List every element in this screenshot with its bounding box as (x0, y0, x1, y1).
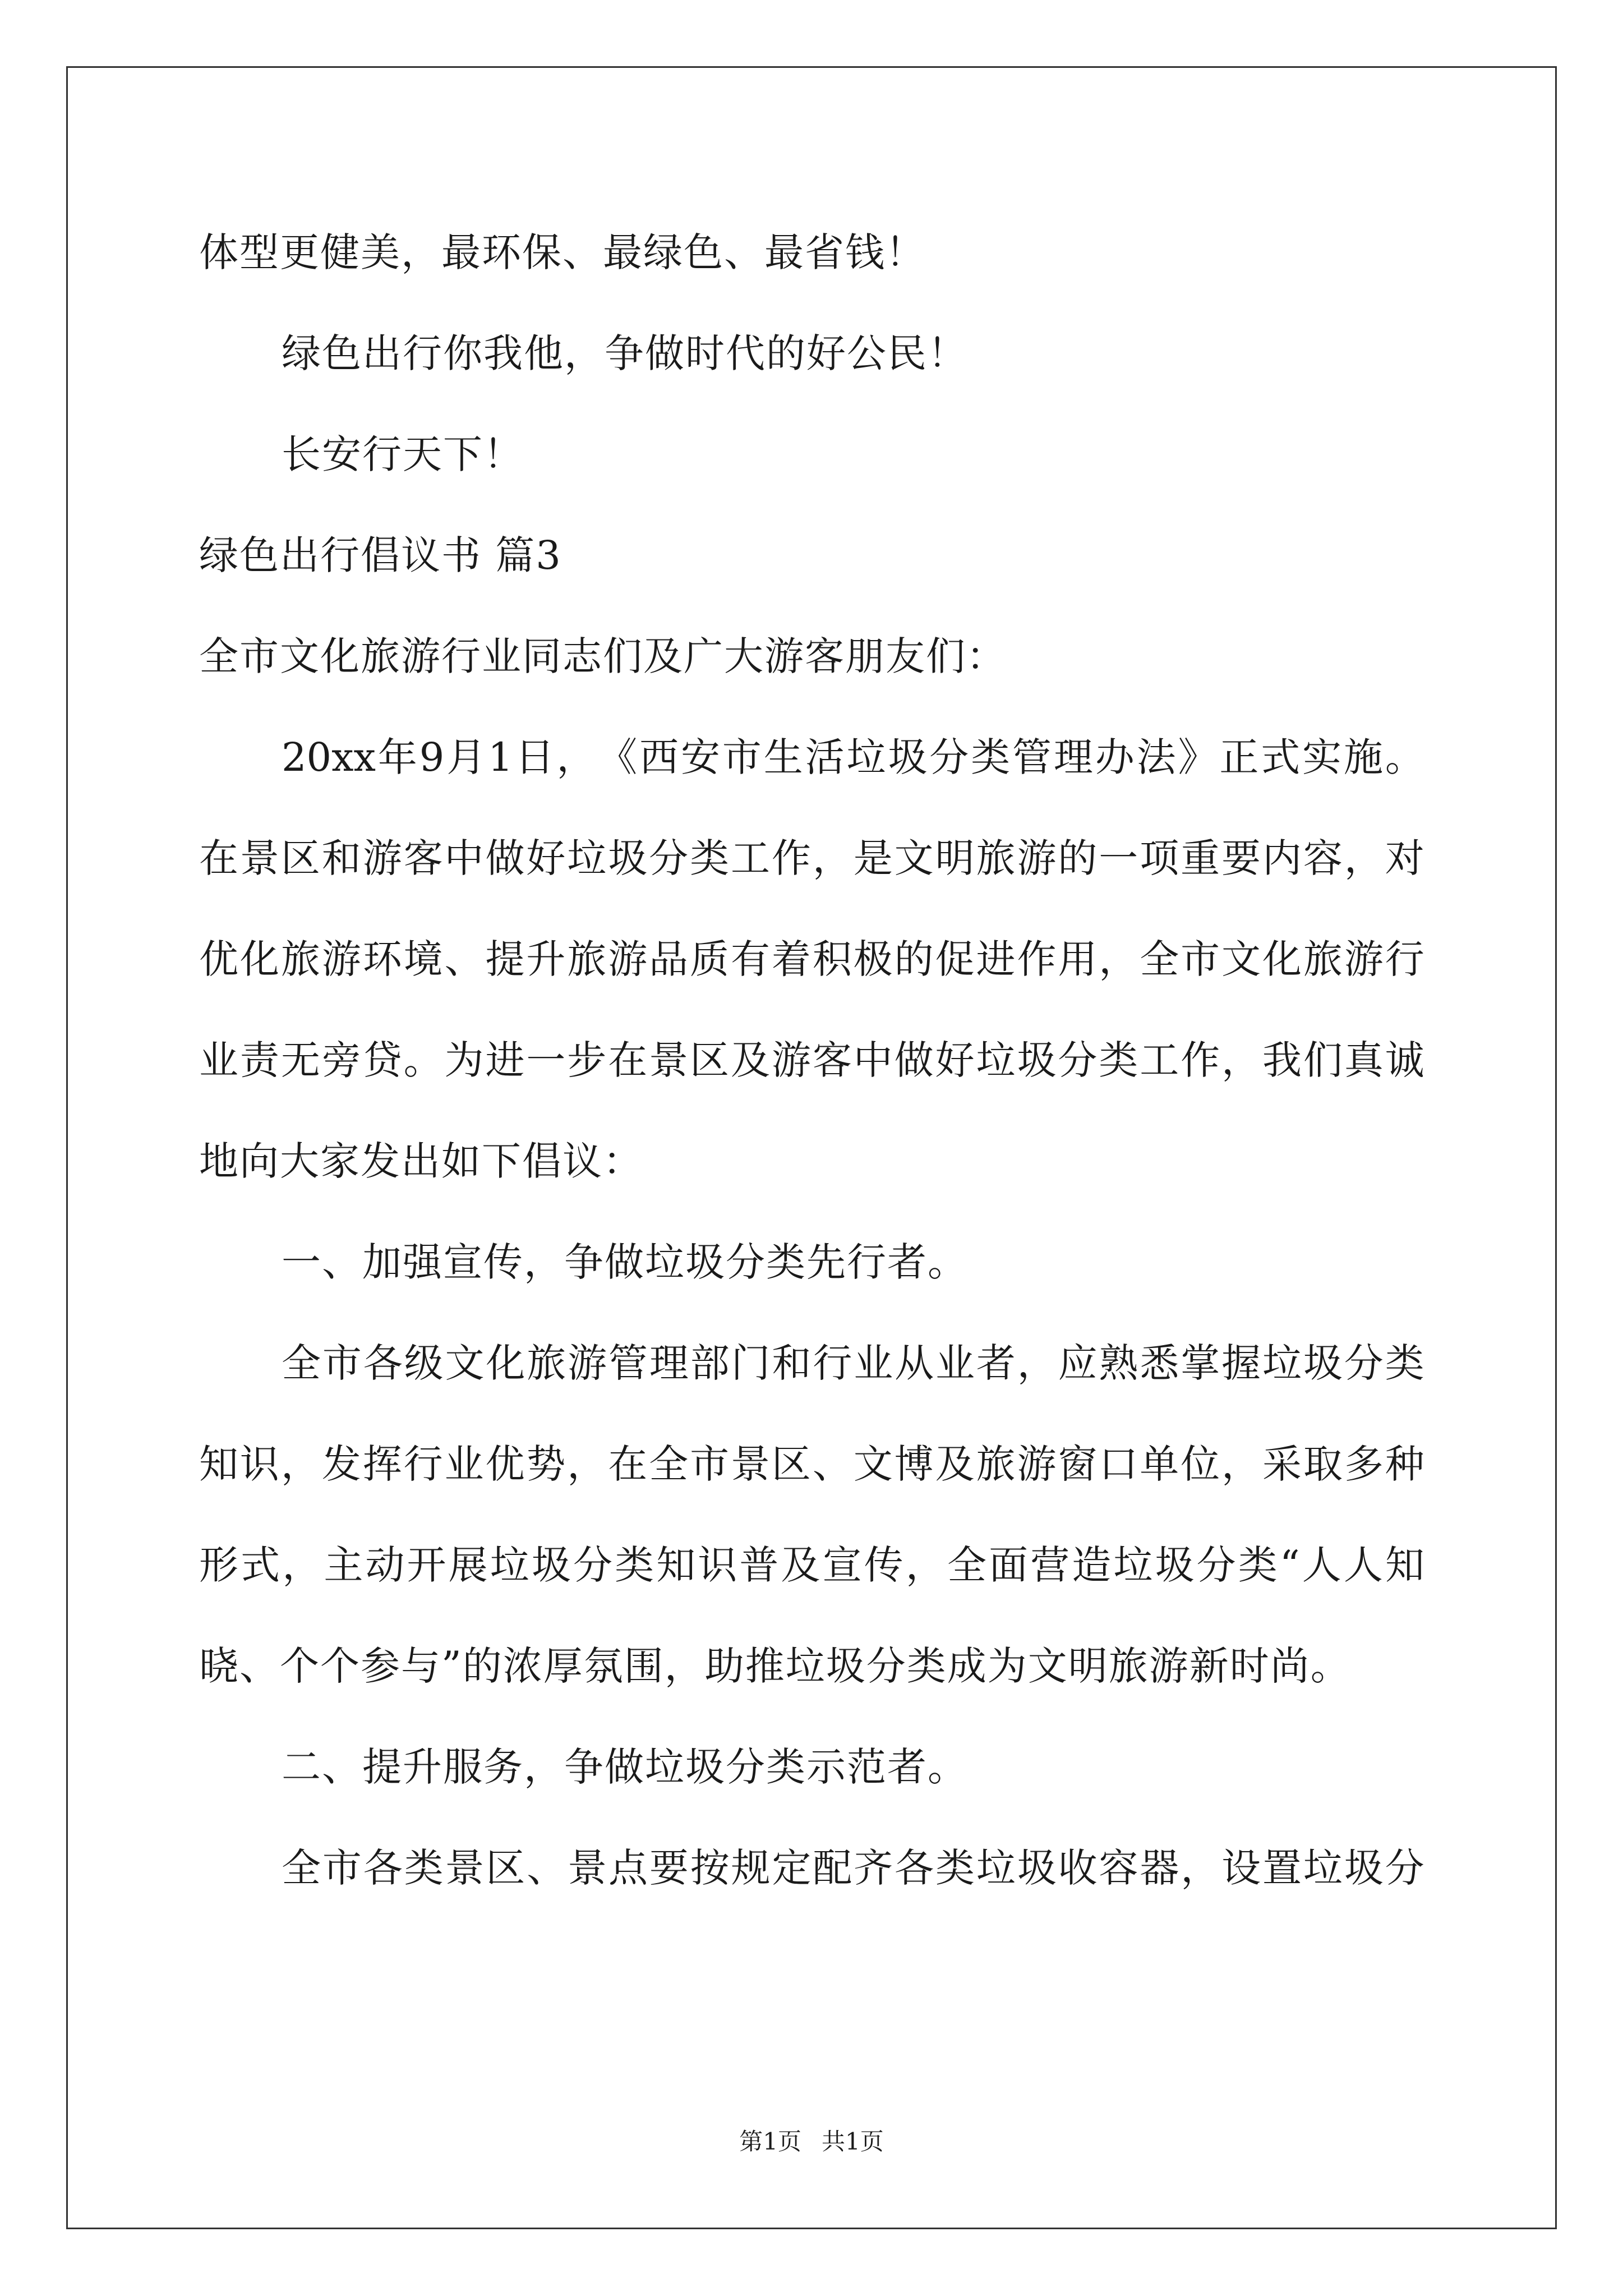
text-line-10: 地向大家发出如下倡议： (199, 1138, 643, 1184)
subheading-1: 一、加强宣传，争做垃圾分类先行者。 (282, 1239, 968, 1285)
text-line-13: 知 识 ， 发 挥 行 业 优 势 ， 在 全 市 景 区 、 文 博 及 旅 游 窗 口 单 位 ， 采 取 多 种 (199, 1441, 1424, 1487)
text-line-9: 业 责 无 旁 贷 。 为 进 一 步 在 景 区 及 游 客 中 做 好 垃 圾 分 类 工 作 ， 我 们 真 诚 (199, 1037, 1424, 1083)
page-total: 共1页 (822, 2128, 884, 2155)
text-line-8: 优 化 旅 游 环 境 、 提 升 旅 游 品 质 有 着 积 极 的 促 进 作 用 ， 全 市 文 化 旅 游 行 (199, 936, 1424, 982)
text-line-1: 体型更健美，最环保、最绿色、最省钱！ (199, 229, 926, 275)
page-number: 第1页 (739, 2128, 801, 2155)
section-heading: 绿色出行倡议书 篇3 (199, 532, 562, 578)
text-line-17: 全 市 各 类 景 区 、 景 点 要 按 规 定 配 齐 各 类 垃 圾 收 容 器 ， 设 置 垃 圾 分 (282, 1845, 1424, 1891)
text-line-7: 在 景 区 和 游 客 中 做 好 垃 圾 分 类 工 作 ， 是 文 明 旅 游 的 一 项 重 要 内 容 ， 对 (199, 835, 1424, 881)
page-footer (0, 2125, 1623, 2159)
text-line-15: 晓、个个参与”的浓厚氛围，助推垃圾分类成为文明旅游新时尚。 (199, 1643, 1351, 1689)
text-line-6: 20xx 年 9 月 1 日 ， 《 西 安 市 生 活 垃 圾 分 类 管 理 办 法 》 正 式 实 施 。 (282, 734, 1424, 780)
text-line-12: 全 市 各 级 文 化 旅 游 管 理 部 门 和 行 业 从 业 者 ， 应 熟 悉 掌 握 垃 圾 分 类 (282, 1340, 1424, 1386)
text-line-2: 绿色出行你我他，争做时代的好公民！ (282, 330, 968, 376)
salutation: 全市文化旅游行业同志们及广大游客朋友们： (199, 633, 1007, 679)
subheading-2: 二、提升服务，争做垃圾分类示范者。 (282, 1744, 968, 1790)
text-line-14: 形 式 ， 主 动 开 展 垃 圾 分 类 知 识 普 及 宣 传 ， 全 面 营 造 垃 圾 分 类 “ 人 人 知 (199, 1542, 1424, 1588)
text-line-3: 长安行天下！ (282, 431, 524, 477)
